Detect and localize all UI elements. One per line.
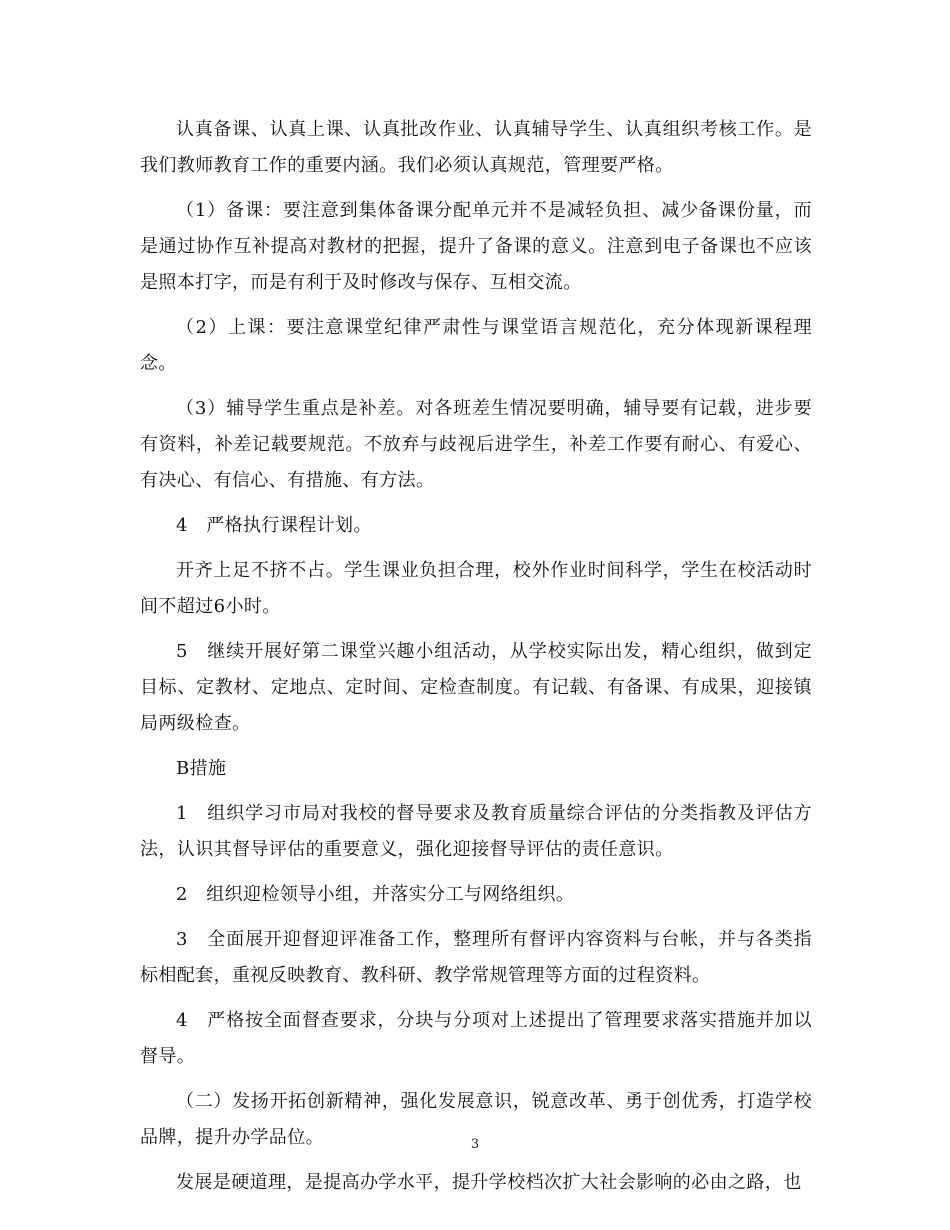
paragraph-10: 2 组织迎检领导小组，并落实分工与网络组织。 (176, 884, 575, 905)
paragraph-3: （2）上课：要注意课堂纪律严肃性与课堂语言规范化，充分体现新课程理念。 (140, 317, 812, 374)
paragraph-7: 5 继续开展好第二课堂兴趣小组活动，从学校实际出发，精心组织，做到定目标、定教材、定地点、定时间、定检查制度。有记载、有备课、有成果，迎接镇局两级检查。 (140, 641, 812, 734)
paragraph-12: 4 严格按全面督查要求，分块与分项对上述提出了管理要求落实措施并加以督导。 (140, 1010, 812, 1067)
paragraph-13: （二）发扬开拓创新精神，强化发展意识，锐意改革、勇于创优秀，打造学校品牌，提升办学品位。 (140, 1091, 812, 1148)
paragraph-6: 开齐上足不挤不占。学生课业负担合理，校外作业时间科学，学生在校活动时间不超过6小时。 (140, 560, 812, 617)
paragraph-1: 认真备课、认真上课、认真批改作业、认真辅导学生、认真组织考核工作。是我们教师教育工作的重要内涵。我们必须认真规范，管理要严格。 (140, 119, 812, 176)
page-number: 3 (470, 1137, 480, 1152)
paragraph-9: 1 组织学习市局对我校的督导要求及教育质量综合评估的分类指教及评估方法，认识其督导评估的重要意义，强化迎接督导评估的责任意识。 (140, 803, 812, 860)
paragraph-4: （3）辅导学生重点是补差。对各班差生情况要明确，辅导要有记载，进步要有资料，补差记载要规范。不放弃与歧视后进学生，补差工作要有耐心、有爱心、有决心、有信心、有措施、有方法。 (140, 398, 812, 491)
paragraph-2: （1）备课：要注意到集体备课分配单元并不是减轻负担、减少备课份量，而是通过协作互补提高对教材的把握，提升了备课的意义。注意到电子备课也不应该是照本打字，而是有利于及时修改与保存、互相交流。 (140, 200, 812, 293)
paragraph-8: B措施 (176, 758, 227, 779)
paragraph-14: 发展是硬道理，是提高办学水平，提升学校档次扩大社会影响的必由之路，也 (176, 1172, 802, 1193)
paragraph-5: 4 严格执行课程计划。 (176, 515, 372, 536)
paragraph-11: 3 全面展开迎督迎评准备工作，整理所有督评内容资料与台帐，并与各类指标相配套，重视反映教育、教科研、教学常规管理等方面的过程资料。 (140, 929, 812, 986)
document-body (140, 112, 812, 1210)
